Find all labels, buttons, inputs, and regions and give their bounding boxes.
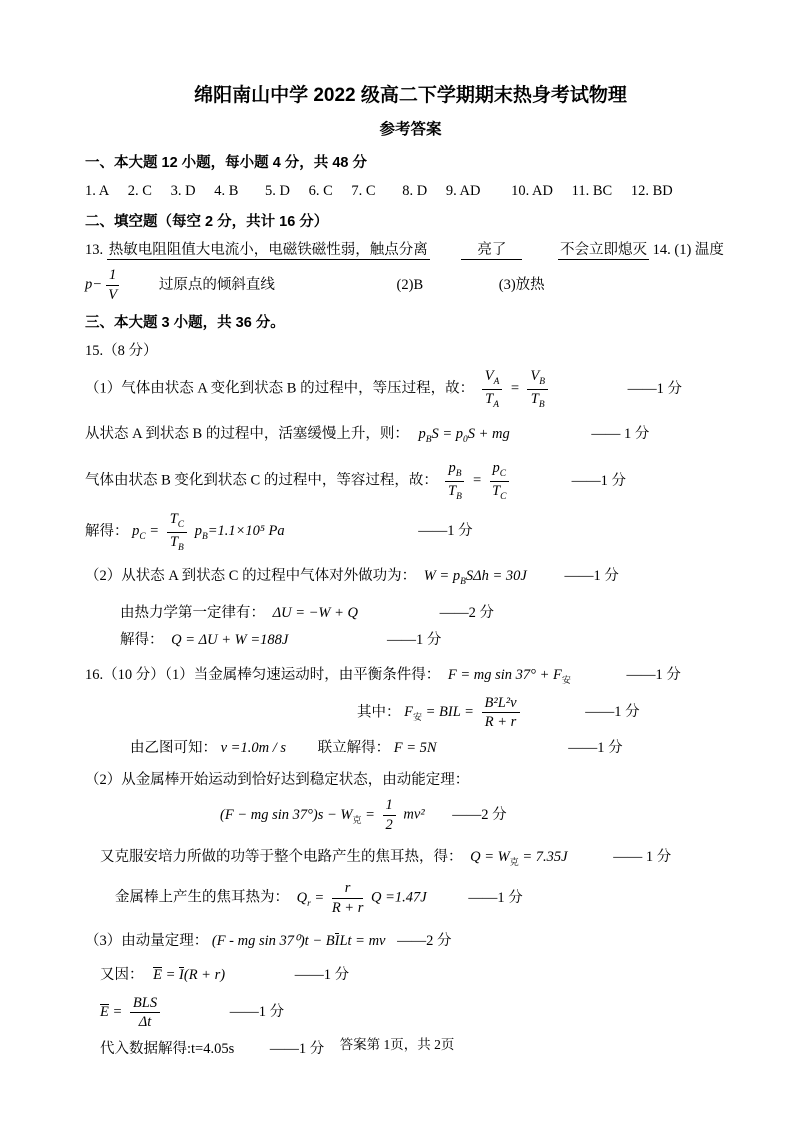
q16-step10: [100, 995, 736, 1031]
denominator: $T_C$: [492, 483, 507, 502]
step-text: 由乙图可知：: [130, 740, 217, 757]
fraction-TC-TB: [167, 511, 187, 553]
fraction-1-over-V: [106, 267, 119, 303]
equation: Q = ΔU + W =188J: [171, 631, 289, 648]
answer-5: 5. D: [265, 183, 290, 199]
score-mark: ——2 分: [397, 932, 452, 949]
step-text: （2）从金属棒开始运动到恰好达到稳定状态，由动能定理：: [85, 772, 470, 789]
q16-step4: [85, 770, 736, 791]
answer-11: 11. BC: [571, 183, 613, 199]
numerator: BLS: [130, 995, 160, 1014]
denominator: R + r: [331, 900, 364, 917]
page-footer: 答案第 1页，共 2页: [339, 1037, 455, 1052]
score-mark: ——1 分: [229, 1004, 285, 1021]
step-text: 16.（10 分）（1）当金属棒匀速运动时，由平衡条件得：: [85, 666, 441, 683]
equation-v: v =1.0m / s: [220, 740, 286, 757]
score-mark: ——1 分: [568, 740, 623, 757]
equation: $Q_r$ =: [296, 889, 325, 909]
q14-head: 14. (1) 温度: [652, 242, 724, 259]
q13-row2: [85, 267, 736, 303]
score-mark: ——1 分: [468, 889, 523, 906]
answer-10: 10. AD: [511, 183, 553, 199]
equals-sign: =: [509, 380, 520, 397]
answer-12: 12. BD: [630, 183, 673, 199]
score-mark: ——1 分: [269, 1041, 325, 1058]
equation-F: F = 5N: [393, 740, 437, 757]
score-mark: ——1 分: [571, 472, 627, 489]
equation-tail: mv²: [403, 806, 425, 823]
denominator: $T_B$: [448, 483, 462, 502]
denominator: $T_A$: [485, 391, 499, 410]
equals-sign: =: [472, 472, 482, 489]
fraction-VA-TA: [482, 368, 503, 410]
fraction-pC-TC: [490, 460, 510, 502]
score-mark: ——2 分: [452, 806, 507, 823]
overline-E: E: [100, 1004, 109, 1021]
numerator: $p_B$: [445, 460, 464, 482]
q15-step4: [85, 511, 736, 553]
numerator: $p_C$: [490, 460, 510, 482]
fraction-BLS-over-dt: [130, 995, 160, 1031]
score-mark: —— 1 分: [613, 849, 672, 866]
numerator: $V_A$: [482, 368, 503, 390]
score-mark: ——1 分: [626, 666, 681, 683]
section3-heading: 三、本大题 3 小题，共 36 分。: [85, 315, 285, 332]
fraction-B2L2v-over-R-plus-r: [482, 695, 520, 731]
equation: (F − mg $\sin 37^\circ)s - W_克$ =: [220, 806, 375, 825]
q16-step1: [85, 665, 736, 687]
equation: ΔU = −W + Q: [272, 604, 359, 621]
q13-ans2: (2)B: [396, 276, 424, 293]
step-text: 又克服安培力所做的功等于整个电路产生的焦耳热，得：: [100, 849, 463, 866]
step-text: 从状态 A 到状态 B 的过程中，活塞缓慢上升，则：: [85, 425, 409, 442]
step-text: （2）从状态 A 到状态 C 的过程中气体对外做功为：: [85, 568, 417, 585]
q16-step3: [130, 738, 736, 759]
numerator: $T_C$: [167, 511, 187, 533]
step-text: 由热力学第一定律有：: [120, 604, 265, 621]
numerator: B²L²v: [482, 695, 520, 714]
q13-graph-answer: 过原点的倾斜直线: [158, 276, 275, 293]
answer-2: 2. C: [127, 183, 152, 199]
q13-blank-2: 亮了: [461, 242, 522, 260]
step-text: 又因：: [100, 966, 144, 983]
score-mark: ——2 分: [439, 604, 495, 621]
equation: (F - mg sin 37⁰)t − BILt = mv: [211, 932, 386, 949]
answer-6: 6. C: [308, 183, 333, 199]
step-text: 代入数据解得:t=4.05s: [100, 1041, 235, 1058]
equation: $p_C$ =: [132, 523, 160, 543]
q15-step3: [85, 460, 736, 502]
score-mark: ——1 分: [627, 380, 682, 397]
q15-step5: [85, 566, 736, 590]
page-title: 绵阳南山中学 2022 级高二下学期期末热身考试物理: [194, 85, 627, 106]
equation: $p_BS = p_0S$ + mg: [418, 425, 510, 445]
q16-step8: [85, 931, 736, 952]
q15-step1: [85, 368, 736, 410]
score-mark: ——1 分: [386, 631, 442, 648]
q16-step9: [100, 965, 736, 986]
score-mark: —— 1 分: [591, 425, 650, 442]
math-minus: −: [92, 276, 103, 293]
q16-step2: [357, 695, 736, 731]
q13-ans3: (3)放热: [498, 276, 545, 293]
page-subtitle: 参考答案: [379, 121, 442, 138]
denominator: 2: [385, 816, 393, 833]
numerator: 1: [106, 267, 119, 286]
step-text: （1）气体由状态 A 变化到状态 B 的过程中，等压过程，故：: [85, 380, 475, 397]
equation: $Q = W_克 = 7.35J$: [470, 849, 568, 868]
overline-E: E: [153, 966, 162, 983]
answer-9: 9. AD: [445, 183, 481, 199]
denominator: V: [108, 286, 118, 303]
step-text: （3）由动量定理：: [85, 932, 209, 949]
q13-blank-3: 不会立即熄灭: [560, 242, 647, 259]
answer-3: 3. D: [170, 183, 196, 199]
step-text: 解得：: [85, 523, 129, 540]
q13-line: [85, 240, 736, 261]
step-text: 金属棒上产生的焦耳热为：: [115, 889, 289, 906]
step-text-mid: 联立解得：: [317, 740, 391, 757]
score-mark: ——1 分: [564, 568, 619, 585]
numerator: 1: [383, 797, 396, 816]
math-p: p: [85, 276, 93, 293]
score-mark: ——1 分: [294, 966, 350, 983]
equation: $F_安$ = BIL =: [404, 704, 474, 723]
score-mark: ——1 分: [418, 523, 473, 540]
q15-step7: [120, 630, 736, 651]
denominator: $T_B$: [530, 391, 545, 410]
fraction-pB-TB: [445, 460, 464, 502]
denominator: Δt: [138, 1014, 152, 1031]
section2-heading: 二、填空题（每空 2 分，共计 16 分）: [85, 214, 329, 231]
step-text: 解得：: [120, 631, 164, 648]
answer-8: 8. D: [402, 183, 428, 199]
q15-step2: [85, 424, 736, 448]
step-text: 气体由状态 B 变化到状态 C 的过程中，等容过程，故：: [85, 472, 438, 489]
fraction-VB-TB: [527, 368, 548, 410]
equation: F = mg $\sin 37^\circ + F_安$: [447, 666, 571, 685]
step-text: 其中：: [357, 704, 401, 721]
section1-heading: 一、本大题 12 小题，每小题 4 分，共 48 分: [85, 155, 367, 171]
fraction-r-over-R-plus-r: [332, 880, 364, 916]
equation-tail: Q =1.47J: [371, 889, 427, 906]
equation: $W = p_BS\Delta h = 30J$: [423, 568, 527, 588]
choice-answers-row: [85, 181, 736, 202]
q16-step5: [220, 797, 736, 833]
denominator: $T_B$: [169, 533, 184, 553]
q16-step6: [100, 847, 736, 869]
numerator: r: [332, 880, 364, 899]
overline-I: I: [334, 932, 340, 949]
q15-step6: [120, 603, 736, 624]
answer-1: 1. A: [85, 183, 110, 199]
q13-blank-1: 热敏电阻阻值大电流小，电磁铁磁性弱，触点分离: [108, 242, 428, 259]
answer-4: 4. B: [214, 183, 239, 199]
fraction-one-half: [383, 797, 396, 833]
equation-tail: $p_B=1.1\times 10^5$ Pa: [194, 523, 285, 543]
answer-7: 7. C: [351, 183, 376, 199]
equation: E = I(R + r): [153, 966, 226, 983]
q16-step7: [115, 880, 736, 916]
equation: E =: [100, 1004, 123, 1021]
score-mark: ——1 分: [585, 704, 640, 721]
q15-head: 15.（8 分）: [85, 343, 158, 360]
q13-label: 13.: [85, 242, 104, 259]
denominator: R + r: [484, 714, 517, 731]
overline-I: I: [179, 966, 184, 983]
numerator: $V_B$: [527, 368, 548, 390]
